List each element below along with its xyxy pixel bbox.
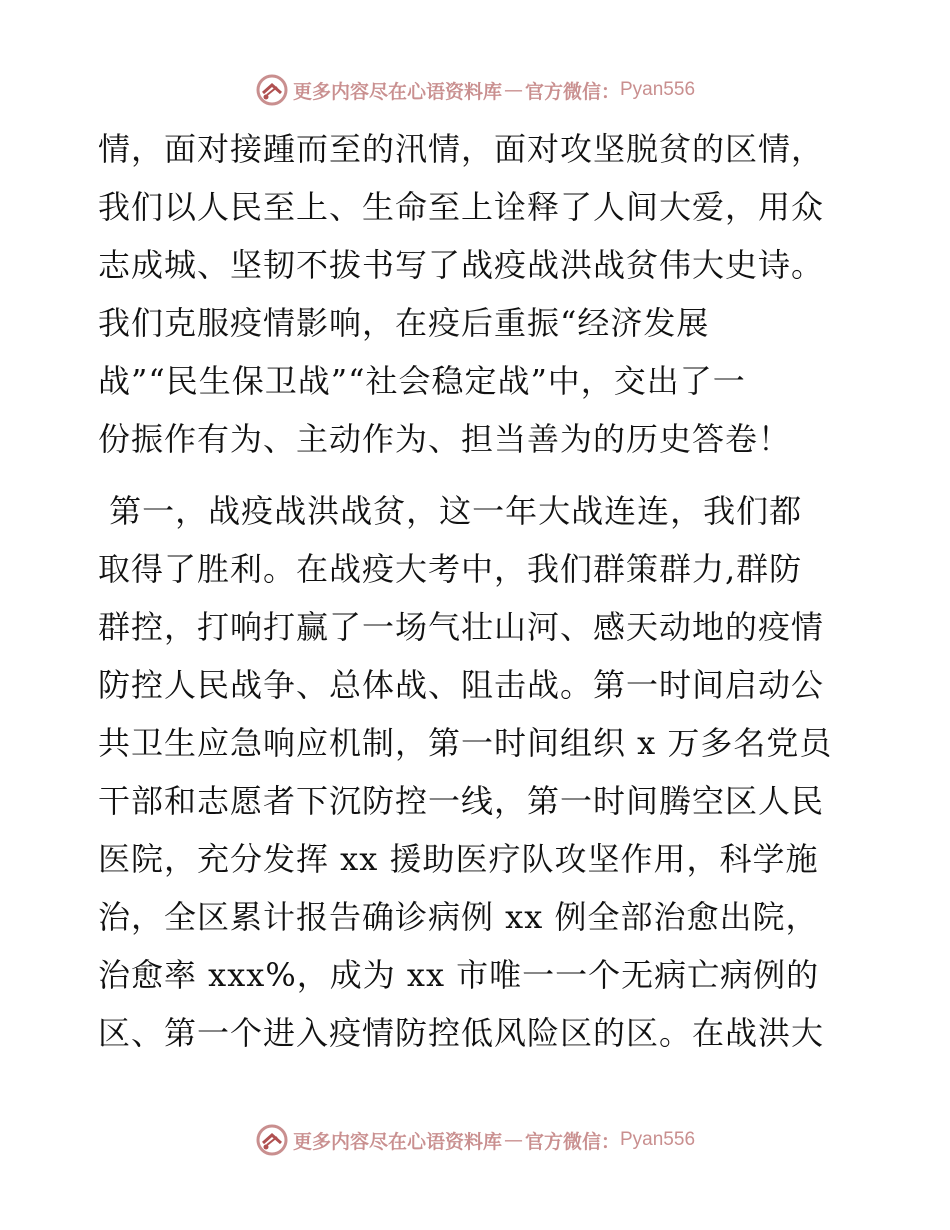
document-body xyxy=(98,120,858,1062)
paragraph-1 xyxy=(98,120,858,468)
watermark-site-text: 更多内容尽在心语资料库 xyxy=(292,1130,502,1153)
text-line: 第一，战疫战洪战贫，这一年大战连连，我们都 xyxy=(98,492,803,530)
text-line: 战”“民生保卫战”“社会稳定战”中，交出了一 xyxy=(98,362,746,400)
watermark-separator: — xyxy=(503,1129,523,1151)
footer-watermark xyxy=(0,1120,950,1160)
paragraph-2 xyxy=(98,482,858,1062)
watermark-wechat-label: 官方微信： xyxy=(524,1130,620,1153)
text-line: 份振作有为、主动作为、担当善为的历史答卷！ xyxy=(98,420,792,458)
text-line: 治，全区累计报告确诊病例 xx 例全部治愈出院， xyxy=(98,898,819,936)
text-line: 治愈率 xxx%，成为 xx 市唯一一个无病亡病例的 xyxy=(98,956,820,994)
text-line: 防控人民战争、总体战、阻击战。第一时间启动公 xyxy=(98,666,825,704)
text-line: 干部和志愿者下沉防控一线，第一时间腾空区人民 xyxy=(98,782,825,820)
text-line: 志成城、坚韧不拔书写了战疫战洪战贫伟大史诗。 xyxy=(98,246,825,284)
text-line: 情，面对接踵而至的汛情，面对攻坚脱贫的区情， xyxy=(98,130,825,168)
text-line: 区、第一个进入疫情防控低风险区的区。在战洪大 xyxy=(98,1014,825,1052)
watermark-separator: — xyxy=(503,79,523,101)
text-line: 共卫生应急响应机制，第一时间组织 x 万多名党员 xyxy=(98,724,833,762)
watermark-wechat-id: Pyan556 xyxy=(620,79,696,100)
text-line: 我们克服疫情影响，在疫后重振“经济发展 xyxy=(98,304,710,342)
watermark-site-text: 更多内容尽在心语资料库 xyxy=(292,80,502,103)
watermark-wechat-id: Pyan556 xyxy=(620,1129,696,1150)
text-line: 群控，打响打赢了一场气壮山河、感天动地的疫情 xyxy=(98,608,825,646)
text-line: 取得了胜利。在战疫大考中，我们群策群力,群防 xyxy=(98,550,803,588)
header-watermark xyxy=(0,70,950,110)
watermark-wechat-label: 官方微信： xyxy=(524,80,620,103)
text-line: 医院，充分发挥 xx 援助医疗队攻坚作用，科学施 xyxy=(98,840,819,878)
book-logo-icon xyxy=(255,1123,289,1157)
book-logo-icon xyxy=(255,73,289,107)
text-line: 我们以人民至上、生命至上诠释了人间大爱，用众 xyxy=(98,188,825,226)
